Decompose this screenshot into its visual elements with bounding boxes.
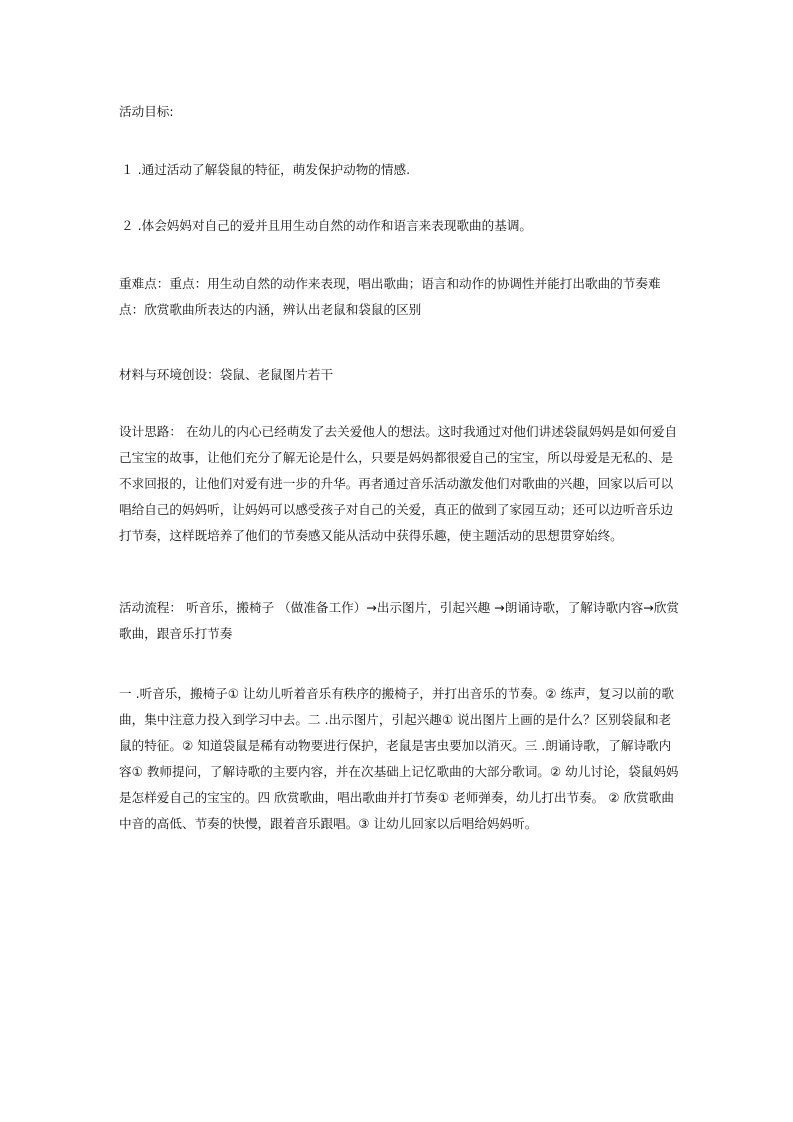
objective-2: ２ .体会妈妈对自己的爱并且用生动自然的动作和语言来表现歌曲的基调。 xyxy=(121,218,533,233)
activity-flow-paragraph: 活动流程： 听音乐，搬椅子 （做准备工作）→出示图片，引起兴趣 →朗诵诗歌，了解诗歌内容→欣赏歌曲，跟音乐打节奏 xyxy=(119,600,680,641)
activity-steps-paragraph: 一 .听音乐，搬椅子① 让幼儿听着音乐有秩序的搬椅子，并打出音乐的节奏。② 练声，复习以前的歌曲，集中注意力投入到学习中去。二 .出示图片，引起兴趣① 说出图片上画的是什么？区别袋鼠和老鼠的特征。② 知道袋鼠是稀有动物要进行保护，老鼠是害虫要加以消灭。三 .朗诵诗歌，了解诗歌内容① 教师提问，了解诗歌的主要内容，并在次基础上记忆歌曲的大部分歌词。② 幼儿讨论，袋鼠妈妈是怎样爱自己的宝宝的。四 欣赏歌曲，唱出歌曲并打节奏① 老师弹奏，幼儿打出节奏。 ② 欣赏歌曲中音的高低、节奏的快慢，跟着音乐跟唱。③ 让幼儿回家以后唱给妈妈听。 xyxy=(119,686,679,831)
objectives-heading: 活动目标: xyxy=(119,104,174,119)
design-idea-paragraph: 设计思路： 在幼儿的内心已经萌发了去关爱他人的想法。这时我通过对他们讲述袋鼠妈妈是如何爱自己宝宝的故事，让他们充分了解无论是什么，只要是妈妈都很爱自己的宝宝，所以母爱是无私的、是不求回报的，让他们对爱有进一步的升华。再者通过音乐活动激发他们对歌曲的兴趣，回家以后可以唱给自己的妈妈听，让妈妈可以感受孩子对自己的关爱，真正的做到了家园互动；还可以边听音乐边打节奏，这样既培养了他们的节奏感又能从活动中获得乐趣，使主题活动的思想贯穿始终。 xyxy=(119,424,678,543)
key-points-paragraph: 重难点：重点：用生动自然的动作来表现，唱出歌曲；语言和动作的协调性并能打出歌曲的节奏难点：欣赏歌曲所表达的内涵，辨认出老鼠和袋鼠的区别 xyxy=(119,276,661,317)
objective-1: １ .通过活动了解袋鼠的特征，萌发保护动物的情感. xyxy=(121,162,411,177)
materials-paragraph: 材料与环境创设：袋鼠、老鼠图片若干 xyxy=(119,367,334,382)
